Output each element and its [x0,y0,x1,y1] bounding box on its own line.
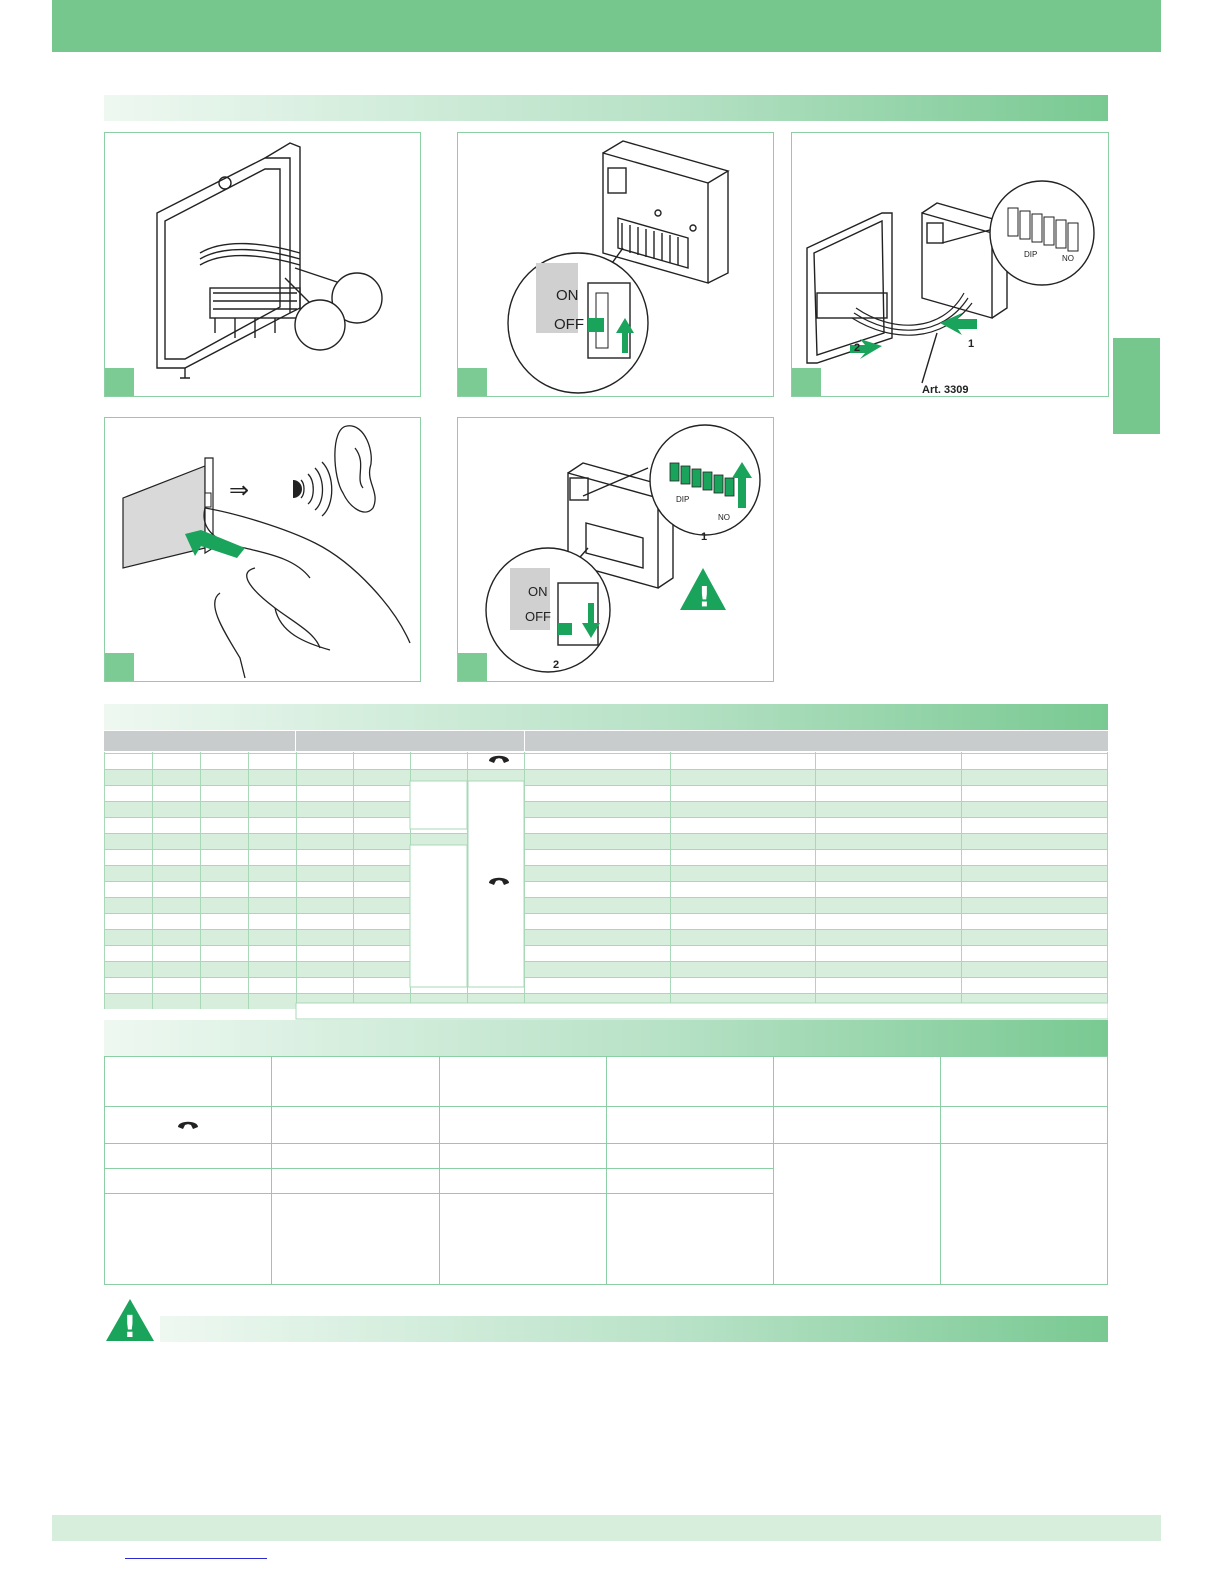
no-label: NO [718,513,730,522]
warning-triangle-icon [104,1297,156,1343]
warning-exclamation: ! [123,1310,137,1343]
table1-grid [104,752,1108,1020]
table2-heading-band [104,1020,1108,1056]
table-row [104,849,1108,865]
dip-label: DIP [676,495,690,504]
top-header-bar [52,0,1161,52]
step-marker-3 [792,368,821,396]
switch-knob [558,623,572,635]
step-marker-5 [458,653,487,681]
table-row [104,785,1108,801]
table-row [104,801,1108,817]
table-row [104,833,1108,849]
step-marker-2 [458,368,487,396]
side-tab [1113,338,1160,434]
table-row [104,961,1108,977]
figure-panel-2 [457,132,774,397]
callout-circle-b [295,300,345,350]
table-row [104,817,1108,833]
table-row [104,865,1108,881]
label-1: 1 [701,531,708,543]
figure-panel-5 [457,417,774,682]
art-3309-label: Art. 3309 [922,384,969,396]
table-row [104,945,1108,961]
table1-group-header [104,731,1108,751]
footer-link-underline[interactable] [125,1558,267,1559]
off-label: OFF [525,609,551,624]
press-arrow-icon [185,530,245,558]
table-row [104,769,1108,785]
label-2: 2 [854,342,861,354]
table2-container [104,1056,1108,1285]
switch-off-illustration [458,418,773,681]
figure-panel-1 [104,132,421,397]
wiring-terminal-illustration [105,133,420,396]
footer-band [52,1515,1161,1541]
on-label: ON [556,287,579,304]
off-label: OFF [554,316,584,333]
table-row [104,977,1108,993]
warning-band [160,1316,1108,1342]
handset-icon [487,874,511,888]
figure-panel-3 [791,132,1109,397]
step-marker-1 [105,368,134,396]
table-row [104,753,1108,769]
no-label: NO [1062,254,1074,263]
section-heading-band [104,95,1108,121]
figure-panel-4 [104,417,421,682]
warning-exclamation: ! [698,580,711,613]
arrow-right-icon [940,313,977,335]
step-marker-4 [105,653,134,681]
switch-knob [588,318,604,332]
table2-grid [104,1056,1108,1285]
table-row [104,913,1108,929]
table-row [104,881,1108,897]
label-1: 1 [968,338,975,350]
handset-icon [487,752,511,766]
switch-on-illustration [458,133,773,396]
table-row [104,897,1108,913]
double-arrow-symbol: ⇒ [229,476,250,504]
handset-icon [176,1118,200,1132]
dip-label: DIP [1024,250,1038,259]
table-row [104,929,1108,945]
ribbon-cable-illustration [792,133,1108,396]
table1-container [104,752,1108,1020]
press-button-ear-illustration [105,418,420,681]
label-2: 2 [553,659,560,671]
table1-heading-band [104,704,1108,730]
on-label: ON [528,584,548,599]
